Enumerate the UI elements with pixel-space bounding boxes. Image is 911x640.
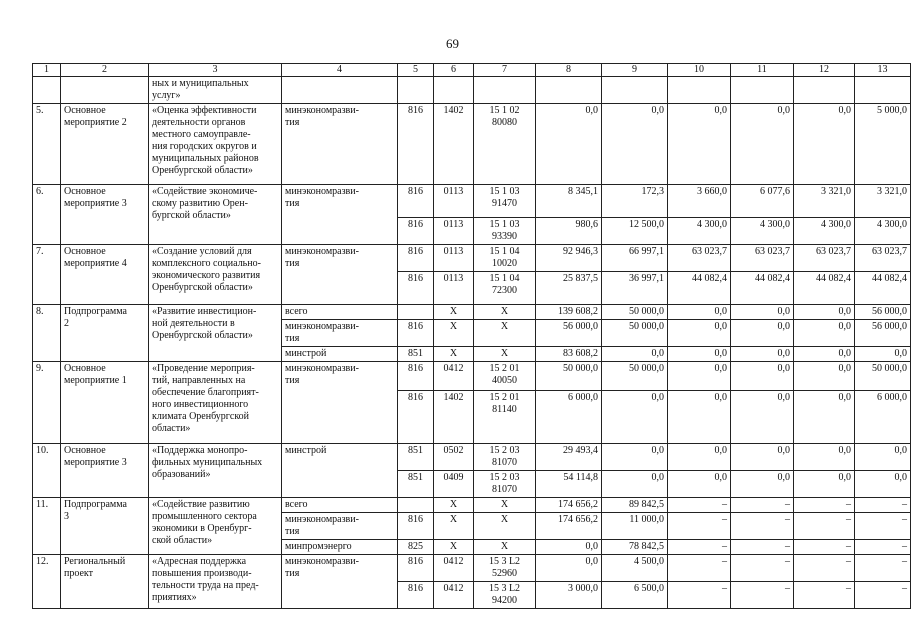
value-cell-c11: 0,0 [731, 320, 794, 347]
value-cell-c11: – [731, 582, 794, 609]
value-cell-c10: 0,0 [668, 362, 731, 391]
value-cell-c10: 4 300,0 [668, 218, 731, 245]
value-cell-c5: 816 [398, 104, 434, 185]
value-cell-c8: 92 946,3 [536, 245, 602, 272]
event-title-cell: ных и муниципальных услуг» [149, 77, 282, 104]
column-number: 6 [434, 64, 474, 77]
value-cell-c5: 825 [398, 540, 434, 555]
executor-cell: всего [282, 305, 398, 320]
value-cell-c12: 4 300,0 [794, 218, 855, 245]
value-cell-c5: 816 [398, 391, 434, 444]
value-cell-c10: 0,0 [668, 347, 731, 362]
event-type-cell: Основное мероприятие 1 [61, 362, 149, 444]
value-cell-c5: 816 [398, 245, 434, 272]
value-cell-c6: 0502 [434, 444, 474, 471]
value-cell-c11: 6 077,6 [731, 185, 794, 218]
executor-cell: минэкономразви- тия [282, 104, 398, 185]
value-cell-c10: 0,0 [668, 320, 731, 347]
row-number-cell: 7. [33, 245, 61, 305]
column-number: 3 [149, 64, 282, 77]
value-cell-c7: 15 1 02 80080 [474, 104, 536, 185]
value-cell-c8: 6 000,0 [536, 391, 602, 444]
value-cell-c7: 15 3 L2 94200 [474, 582, 536, 609]
value-cell-c9: 0,0 [602, 104, 668, 185]
value-cell-c13: 0,0 [855, 444, 911, 471]
value-cell-c11: 0,0 [731, 305, 794, 320]
value-cell-c12: – [794, 498, 855, 513]
value-cell-c13: 56 000,0 [855, 320, 911, 347]
value-cell-c11: 0,0 [731, 104, 794, 185]
value-cell-c7: 15 1 03 93390 [474, 218, 536, 245]
table-row [33, 555, 911, 582]
executor-cell: минэкономразви- тия [282, 185, 398, 245]
value-cell-c11: 0,0 [731, 362, 794, 391]
value-cell-c6: 0412 [434, 362, 474, 391]
event-type-cell: Основное мероприятие 2 [61, 104, 149, 185]
value-cell-c8: 0,0 [536, 540, 602, 555]
value-cell-c13: 56 000,0 [855, 305, 911, 320]
executor-cell: всего [282, 498, 398, 513]
value-cell-c8: 29 493,4 [536, 444, 602, 471]
value-cell-c9: 0,0 [602, 391, 668, 444]
value-cell-c9: 0,0 [602, 347, 668, 362]
value-cell-c12: 0,0 [794, 471, 855, 498]
value-cell-c9: 12 500,0 [602, 218, 668, 245]
value-cell-c10: – [668, 498, 731, 513]
value-cell-c13: 63 023,7 [855, 245, 911, 272]
executor-cell: минэкономразви- тия [282, 320, 398, 347]
value-cell-c12: 0,0 [794, 104, 855, 185]
event-type-cell: Основное мероприятие 4 [61, 245, 149, 305]
value-cell-c11: – [731, 555, 794, 582]
value-cell-c12: – [794, 582, 855, 609]
value-cell-c11: 0,0 [731, 444, 794, 471]
continuation-row [33, 77, 911, 104]
value-cell-c9: 66 997,1 [602, 245, 668, 272]
value-cell-c9: 50 000,0 [602, 362, 668, 391]
value-cell-c8: 139 608,2 [536, 305, 602, 320]
value-cell-c13: – [855, 582, 911, 609]
value-cell-c10: 0,0 [668, 391, 731, 444]
value-cell-c9: 50 000,0 [602, 320, 668, 347]
value-cell-c6: 0113 [434, 245, 474, 272]
event-title-cell: «Развитие инвестицион- ной деятельности в Оренбургской области» [149, 305, 282, 362]
value-cell-c13: – [855, 555, 911, 582]
value-cell-c12: – [794, 513, 855, 540]
value-cell-c8: 56 000,0 [536, 320, 602, 347]
value-cell-c12: 44 082,4 [794, 272, 855, 305]
value-cell-c5: 816 [398, 272, 434, 305]
value-cell-c5 [398, 498, 434, 513]
value-cell-c10: – [668, 513, 731, 540]
value-cell-c6: X [434, 513, 474, 540]
value-cell-c5: 851 [398, 444, 434, 471]
empty-cell [434, 77, 474, 104]
value-cell-c12: 0,0 [794, 347, 855, 362]
value-cell-c5: 816 [398, 320, 434, 347]
value-cell-c10: 0,0 [668, 305, 731, 320]
executor-cell: минэкономразви- тия [282, 513, 398, 540]
empty-cell [668, 77, 731, 104]
value-cell-c12: 0,0 [794, 362, 855, 391]
empty-cell [731, 77, 794, 104]
row-number-cell: 12. [33, 555, 61, 609]
table-row [33, 444, 911, 471]
column-number: 12 [794, 64, 855, 77]
value-cell-c10: 44 082,4 [668, 272, 731, 305]
event-type-cell: Подпрограмма 2 [61, 305, 149, 362]
column-number: 4 [282, 64, 398, 77]
value-cell-c7: X [474, 347, 536, 362]
value-cell-c13: 0,0 [855, 347, 911, 362]
value-cell-c13: 4 300,0 [855, 218, 911, 245]
value-cell-c13: – [855, 498, 911, 513]
value-cell-c10: 0,0 [668, 104, 731, 185]
empty-cell [61, 77, 149, 104]
event-title-cell: «Оценка эффективности деятельности органов местного самоуправле- ния городских округов и муниципальных районов Оренбургской области» [149, 104, 282, 185]
column-number: 11 [731, 64, 794, 77]
value-cell-c10: 3 660,0 [668, 185, 731, 218]
event-type-cell: Подпрограмма 3 [61, 498, 149, 555]
value-cell-c11: – [731, 540, 794, 555]
value-cell-c9: 6 500,0 [602, 582, 668, 609]
table-row [33, 185, 911, 218]
value-cell-c12: 0,0 [794, 320, 855, 347]
value-cell-c13: 44 082,4 [855, 272, 911, 305]
executor-cell: минпромэнерго [282, 540, 398, 555]
value-cell-c12: 0,0 [794, 444, 855, 471]
value-cell-c7: 15 1 04 72300 [474, 272, 536, 305]
table-row [33, 245, 911, 272]
value-cell-c5: 816 [398, 362, 434, 391]
value-cell-c11: 0,0 [731, 391, 794, 444]
value-cell-c7: 15 3 L2 52960 [474, 555, 536, 582]
value-cell-c6: 1402 [434, 104, 474, 185]
value-cell-c12: – [794, 555, 855, 582]
column-number: 7 [474, 64, 536, 77]
event-title-cell: «Поддержка монопро- фильных муниципальных образований» [149, 444, 282, 498]
value-cell-c5: 851 [398, 471, 434, 498]
value-cell-c6: 0113 [434, 272, 474, 305]
row-number-cell: 9. [33, 362, 61, 444]
value-cell-c6: X [434, 347, 474, 362]
value-cell-c6: 0412 [434, 555, 474, 582]
value-cell-c11: 0,0 [731, 471, 794, 498]
empty-cell [33, 77, 61, 104]
value-cell-c9: 4 500,0 [602, 555, 668, 582]
column-number-row [33, 64, 911, 77]
value-cell-c8: 0,0 [536, 555, 602, 582]
value-cell-c10: 63 023,7 [668, 245, 731, 272]
column-number: 10 [668, 64, 731, 77]
column-number: 5 [398, 64, 434, 77]
value-cell-c13: – [855, 540, 911, 555]
value-cell-c7: 15 2 03 81070 [474, 471, 536, 498]
value-cell-c6: X [434, 498, 474, 513]
empty-cell [602, 77, 668, 104]
value-cell-c9: 11 000,0 [602, 513, 668, 540]
page-number: 69 [446, 36, 459, 51]
value-cell-c8: 83 608,2 [536, 347, 602, 362]
empty-cell [282, 77, 398, 104]
table-row [33, 362, 911, 391]
value-cell-c13: 50 000,0 [855, 362, 911, 391]
value-cell-c6: 0113 [434, 218, 474, 245]
executor-cell: минэкономразви- тия [282, 555, 398, 609]
value-cell-c10: – [668, 555, 731, 582]
event-type-cell: Региональный проект [61, 555, 149, 609]
value-cell-c8: 54 114,8 [536, 471, 602, 498]
value-cell-c12: – [794, 540, 855, 555]
value-cell-c9: 172,3 [602, 185, 668, 218]
empty-cell [398, 77, 434, 104]
value-cell-c7: 15 1 03 91470 [474, 185, 536, 218]
value-cell-c7: X [474, 513, 536, 540]
value-cell-c9: 0,0 [602, 471, 668, 498]
executor-cell: минэкономразви- тия [282, 362, 398, 444]
row-number-cell: 11. [33, 498, 61, 555]
event-title-cell: «Создание условий для комплексного социально- экономического развития Оренбургской области» [149, 245, 282, 305]
value-cell-c13: 5 000,0 [855, 104, 911, 185]
event-title-cell: «Адресная поддержка повышения производи- тельности труда на пред- приятиях» [149, 555, 282, 609]
value-cell-c5 [398, 305, 434, 320]
value-cell-c11: – [731, 513, 794, 540]
event-type-cell: Основное мероприятие 3 [61, 185, 149, 245]
value-cell-c7: X [474, 305, 536, 320]
row-number-cell: 8. [33, 305, 61, 362]
value-cell-c11: – [731, 498, 794, 513]
value-cell-c11: 63 023,7 [731, 245, 794, 272]
column-number: 9 [602, 64, 668, 77]
value-cell-c5: 816 [398, 555, 434, 582]
value-cell-c7: X [474, 498, 536, 513]
column-number: 13 [855, 64, 911, 77]
event-title-cell: «Содействие экономиче- скому развитию Орен- бургской области» [149, 185, 282, 245]
value-cell-c6: 1402 [434, 391, 474, 444]
value-cell-c12: 0,0 [794, 305, 855, 320]
value-cell-c8: 50 000,0 [536, 362, 602, 391]
value-cell-c5: 816 [398, 582, 434, 609]
event-type-cell: Основное мероприятие 3 [61, 444, 149, 498]
event-title-cell: «Проведение мероприя- тий, направленных на обеспечение благоприят- ного инвестиционного климата Оренбургской области» [149, 362, 282, 444]
value-cell-c8: 8 345,1 [536, 185, 602, 218]
value-cell-c6: 0409 [434, 471, 474, 498]
value-cell-c6: 0113 [434, 185, 474, 218]
table-row [33, 498, 911, 513]
empty-cell [794, 77, 855, 104]
value-cell-c13: – [855, 513, 911, 540]
empty-cell [474, 77, 536, 104]
value-cell-c7: X [474, 320, 536, 347]
value-cell-c5: 816 [398, 513, 434, 540]
value-cell-c8: 0,0 [536, 104, 602, 185]
value-cell-c9: 0,0 [602, 444, 668, 471]
value-cell-c7: 15 1 04 10020 [474, 245, 536, 272]
value-cell-c7: 15 2 01 81140 [474, 391, 536, 444]
value-cell-c10: 0,0 [668, 471, 731, 498]
executor-cell: минэкономразви- тия [282, 245, 398, 305]
value-cell-c5: 851 [398, 347, 434, 362]
value-cell-c6: X [434, 540, 474, 555]
value-cell-c12: 0,0 [794, 391, 855, 444]
value-cell-c9: 50 000,0 [602, 305, 668, 320]
value-cell-c5: 816 [398, 185, 434, 218]
row-number-cell: 5. [33, 104, 61, 185]
executor-cell: минстрой [282, 444, 398, 498]
column-number: 2 [61, 64, 149, 77]
value-cell-c8: 3 000,0 [536, 582, 602, 609]
value-cell-c10: – [668, 540, 731, 555]
table-row [33, 305, 911, 320]
value-cell-c10: 0,0 [668, 444, 731, 471]
empty-cell [855, 77, 911, 104]
budget-table [32, 63, 911, 609]
value-cell-c13: 0,0 [855, 471, 911, 498]
row-number-cell: 6. [33, 185, 61, 245]
value-cell-c6: X [434, 305, 474, 320]
value-cell-c11: 4 300,0 [731, 218, 794, 245]
value-cell-c13: 3 321,0 [855, 185, 911, 218]
value-cell-c8: 174 656,2 [536, 498, 602, 513]
row-number-cell: 10. [33, 444, 61, 498]
column-number: 8 [536, 64, 602, 77]
value-cell-c7: X [474, 540, 536, 555]
executor-cell: минстрой [282, 347, 398, 362]
value-cell-c8: 174 656,2 [536, 513, 602, 540]
value-cell-c7: 15 2 03 81070 [474, 444, 536, 471]
value-cell-c8: 25 837,5 [536, 272, 602, 305]
value-cell-c9: 89 842,5 [602, 498, 668, 513]
table-row [33, 104, 911, 185]
value-cell-c6: 0412 [434, 582, 474, 609]
value-cell-c8: 980,6 [536, 218, 602, 245]
value-cell-c5: 816 [398, 218, 434, 245]
value-cell-c10: – [668, 582, 731, 609]
event-title-cell: «Содействие развитию промышленного сектора экономики в Оренбург- ской области» [149, 498, 282, 555]
value-cell-c12: 63 023,7 [794, 245, 855, 272]
column-number: 1 [33, 64, 61, 77]
value-cell-c6: X [434, 320, 474, 347]
value-cell-c13: 6 000,0 [855, 391, 911, 444]
value-cell-c9: 36 997,1 [602, 272, 668, 305]
empty-cell [536, 77, 602, 104]
value-cell-c12: 3 321,0 [794, 185, 855, 218]
value-cell-c7: 15 2 01 40050 [474, 362, 536, 391]
value-cell-c11: 44 082,4 [731, 272, 794, 305]
value-cell-c11: 0,0 [731, 347, 794, 362]
value-cell-c9: 78 842,5 [602, 540, 668, 555]
